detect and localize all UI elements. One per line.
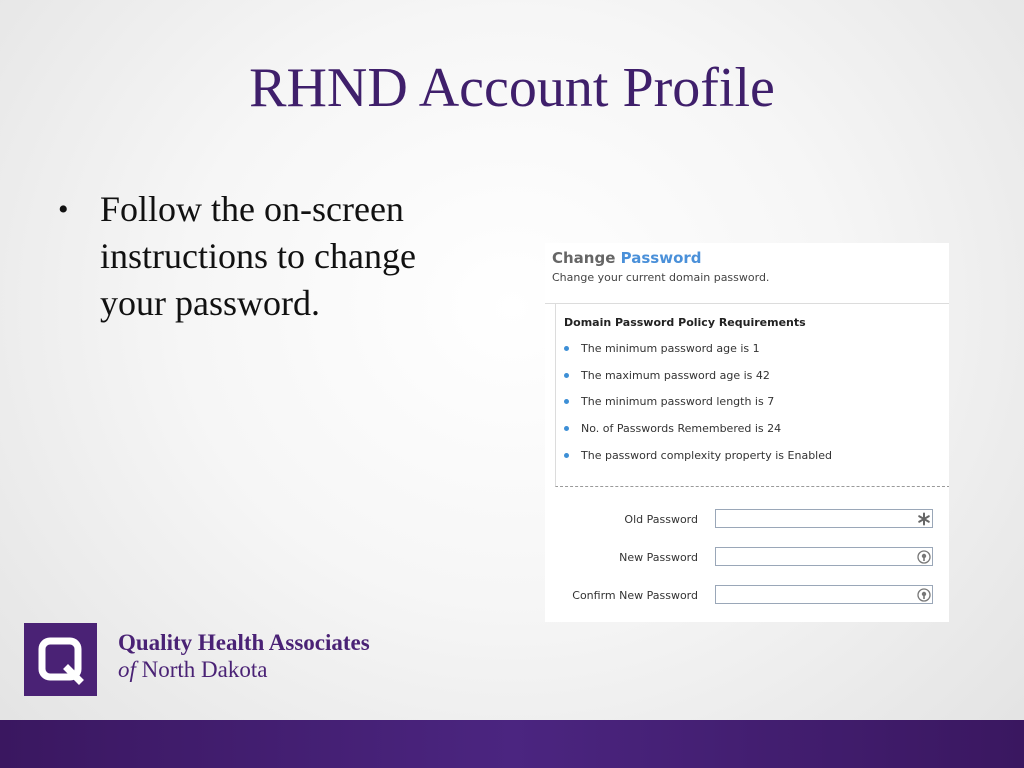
policy-item [564,395,832,422]
password-reveal-icon[interactable] [917,550,931,564]
policy-item-text: The password complexity property is Enabled [581,448,832,462]
policy-item [564,449,832,476]
policy-item-text: The minimum password age is 1 [581,342,760,355]
policy-heading: Domain Password Policy Requirements [564,316,806,329]
new-password-input[interactable] [715,547,933,566]
new-password-label: New Password [619,551,698,564]
confirm-password-label: Confirm New Password [572,589,698,602]
q-logo-icon [24,623,97,696]
confirm-password-input[interactable] [715,585,933,604]
panel-title [552,249,769,267]
bullet-icon [564,426,569,431]
bullet-icon [564,399,569,404]
new-password-row [545,547,949,569]
policy-item [564,369,832,396]
bullet-text: Follow the on-screen instructions to change your password. [100,189,416,323]
policy-requirements-box [555,304,949,487]
q-logo-shape [24,623,97,696]
bullet-dot-icon: • [58,193,69,226]
policy-list [564,342,832,475]
old-password-input[interactable] [715,509,933,528]
org-location [118,657,267,683]
password-reveal-icon[interactable] [917,588,931,602]
policy-item [564,422,832,449]
panel-header [552,249,769,284]
bullet-icon [564,346,569,351]
org-location-prefix: of [118,657,136,682]
old-password-row [545,509,949,531]
org-name: Quality Health Associates [118,630,370,655]
policy-item-text: No. of Passwords Remembered is 24 [581,422,782,436]
bullet-icon [564,373,569,378]
old-password-label: Old Password [624,513,698,526]
bullet-icon [564,453,569,458]
org-location-name: North Dakota [141,657,268,682]
panel-subtitle: Change your current domain password. [552,271,770,284]
confirm-password-row [545,585,949,607]
panel-title-accent: Password [620,249,702,267]
policy-item-text: The maximum password age is 42 [581,368,770,382]
footer-bar [0,720,1024,768]
asterisk-icon [917,512,931,526]
bullet-list [58,186,478,327]
change-password-panel [545,243,949,622]
policy-item-text: The minimum password length is 7 [581,395,775,409]
slide-title: RHND Account Profile [249,57,775,119]
policy-item [564,342,832,369]
panel-title-prefix: Change [552,249,616,267]
bullet-item [58,186,478,327]
